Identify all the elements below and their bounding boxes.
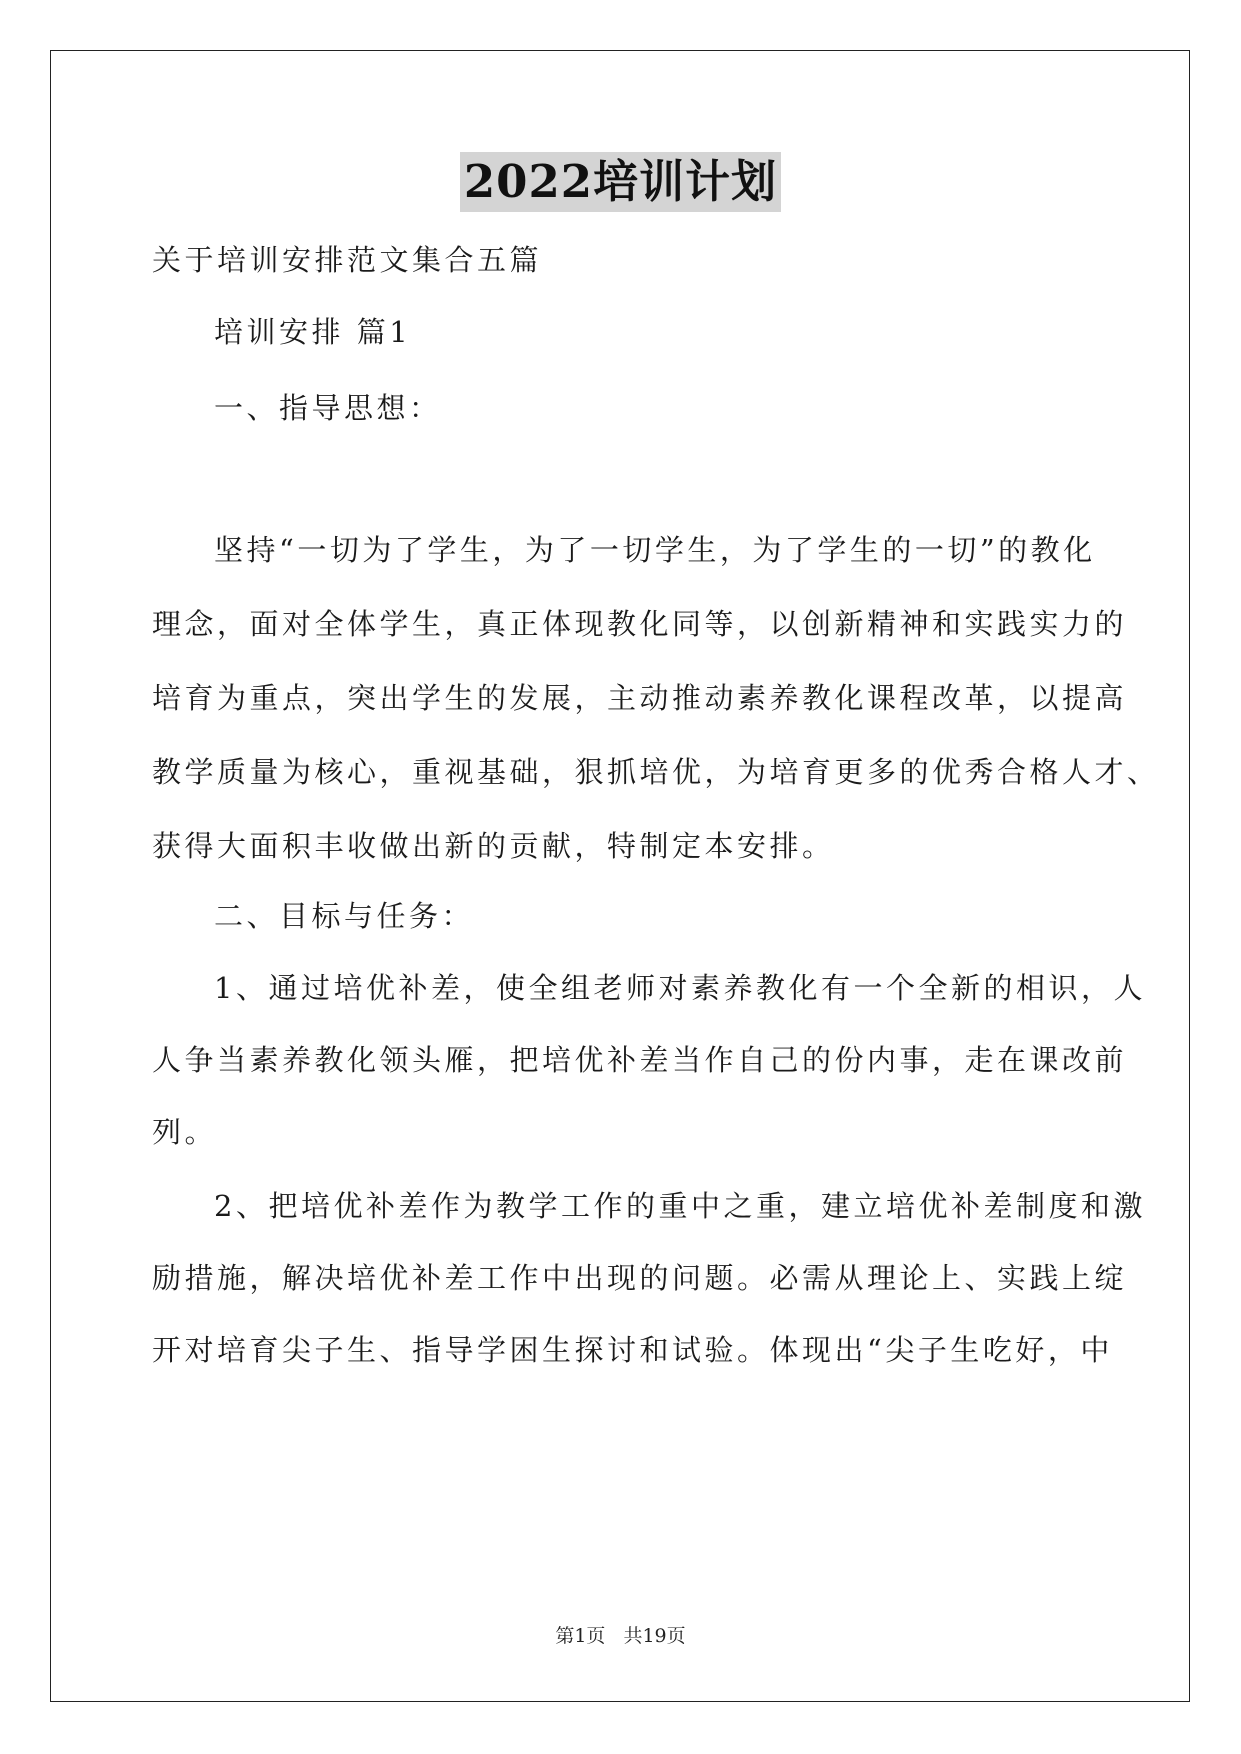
document-title: 2022培训计划 xyxy=(460,152,781,212)
list-item-line: 2、把培优补差作为教学工作的重中之重，建立培优补差制度和激 xyxy=(214,1189,1146,1223)
list-item-line: 列。 xyxy=(152,1115,218,1149)
page-border xyxy=(50,50,1190,1702)
list-item-line: 励措施，解决培优补差工作中出现的问题。必需从理论上、实践上绽 xyxy=(152,1261,1128,1295)
page-footer xyxy=(0,1622,1241,1650)
page-number-current: 第1页 xyxy=(555,1625,606,1647)
list-item-line: 人争当素养教化领头雁，把培优补差当作自己的份内事，走在课改前 xyxy=(152,1043,1128,1077)
paragraph-line: 理念，面对全体学生，真正体现教化同等，以创新精神和实践实力的 xyxy=(152,607,1128,641)
document-subtitle: 关于培训安排范文集合五篇 xyxy=(152,243,543,277)
page-number-total: 共19页 xyxy=(623,1625,686,1647)
paragraph-line: 培育为重点，突出学生的发展，主动推动素养教化课程改革，以提高 xyxy=(152,681,1128,715)
heading-guiding-thought: 一、指导思想： xyxy=(214,391,442,425)
title-container xyxy=(0,152,1241,212)
heading-goals-tasks: 二、目标与任务： xyxy=(214,899,475,933)
paragraph-line: 获得大面积丰收做出新的贡献，特制定本安排。 xyxy=(152,829,835,863)
section-label: 培训安排 篇1 xyxy=(214,315,412,349)
list-item-line: 开对培育尖子生、指导学困生探讨和试验。体现出“尖子生吃好，中 xyxy=(152,1333,1113,1367)
list-item-line: 1、通过培优补差，使全组老师对素养教化有一个全新的相识，人 xyxy=(214,971,1146,1005)
paragraph-line: 坚持“一切为了学生，为了一切学生，为了学生的一切”的教化 xyxy=(214,533,1096,567)
paragraph-line: 教学质量为核心，重视基础，狠抓培优，为培育更多的优秀合格人才、 xyxy=(152,755,1160,789)
